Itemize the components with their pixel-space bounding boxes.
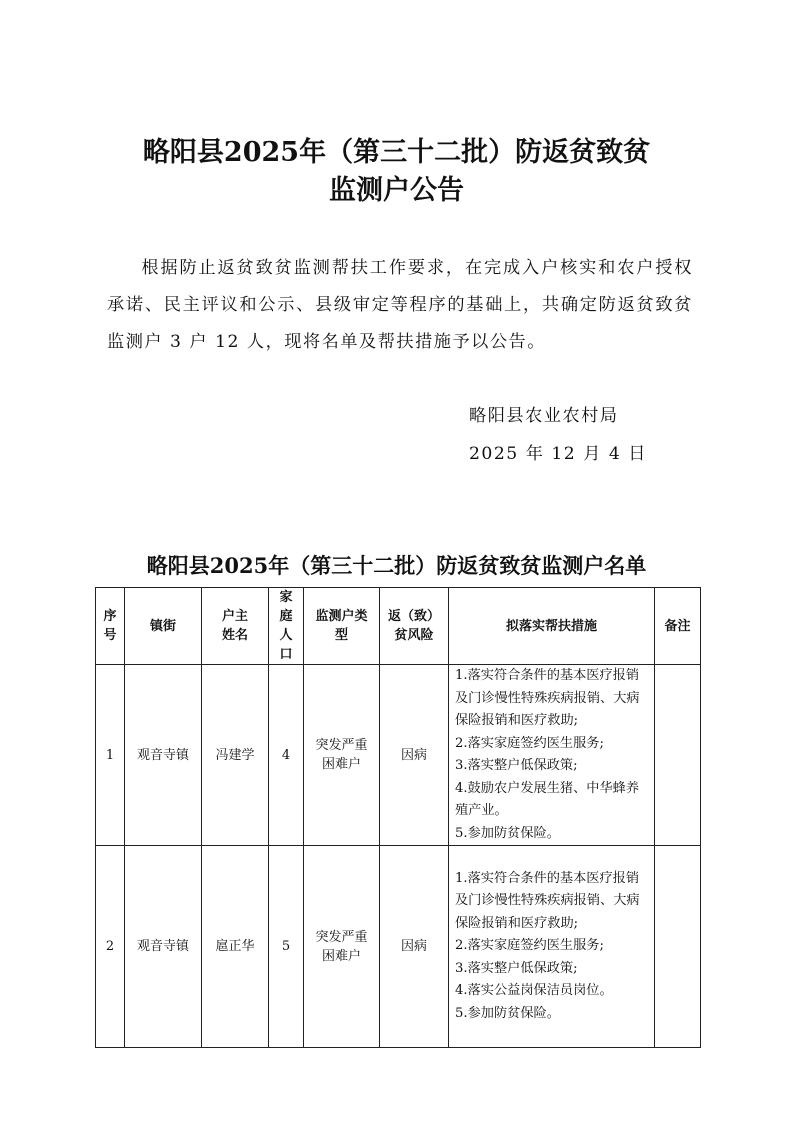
header-type (304, 588, 380, 665)
cell-seq: 1 (96, 665, 125, 846)
header-risk-text: 返（致）贫风险 (388, 609, 441, 643)
cell-measures (449, 846, 655, 1048)
measure-item: 3.落实整户低保政策; (455, 758, 578, 773)
cell-head: 扈正华 (202, 846, 269, 1048)
header-members (269, 588, 304, 665)
cell-remarks (655, 665, 701, 846)
measure-item: 2.落实家庭签约医生服务; (455, 735, 604, 751)
header-seq (96, 588, 125, 665)
measure-item: 3.落实整户低保政策; (455, 960, 578, 976)
cell-type (304, 846, 380, 1048)
cell-risk: 因病 (380, 665, 449, 846)
measure-item: 4.落实公益岗保洁员岗位。 (455, 983, 613, 999)
table-row (96, 846, 701, 1048)
header-measures: 拟落实帮扶措施 (449, 588, 655, 665)
cell-risk: 因病 (380, 846, 449, 1048)
measure-item: 4.鼓励农户发展生猪、中华蜂养殖产业。 (455, 780, 640, 818)
cell-members: 5 (269, 846, 304, 1048)
measure-item: 1.落实符合条件的基本医疗报销及门诊慢性特殊疾病报销、大病保险报销和医疗救助; (455, 668, 640, 728)
signature-date: 2025 年 12 月 4 日 (469, 444, 647, 464)
cell-type-text: 突发严重困难户 (315, 929, 368, 964)
cell-members: 4 (269, 665, 304, 846)
cell-measures (449, 665, 655, 846)
cell-town: 观音寺镇 (125, 846, 202, 1048)
header-seq-text: 序号 (103, 609, 117, 643)
cell-town: 观音寺镇 (125, 665, 202, 846)
header-head-text: 户主姓名 (222, 609, 249, 643)
measure-item: 2.落实家庭签约医生服务; (455, 938, 604, 954)
header-type-text: 监测户类型 (315, 609, 368, 643)
measure-item: 5.参加防贫保险。 (455, 825, 560, 841)
header-members-text: 家庭人口 (279, 590, 293, 662)
measure-item: 5.参加防贫保险。 (455, 1005, 560, 1021)
header-head (202, 588, 269, 665)
cell-type-text: 突发严重困难户 (315, 738, 368, 772)
table-header-row (96, 588, 701, 665)
measure-item: 1.落实符合条件的基本医疗报销及门诊慢性特殊疾病报销、大病保险报销和医疗救助; (455, 870, 640, 931)
notice-body: 根据防止返贫致贫监测帮扶工作要求，在完成入户核实和农户授权承诺、民主评议和公示、县级审定等程序的基础上，共确定防返贫致贫监测户 3 户 12 人，现将名单及帮扶措施予以公告。 (107, 258, 693, 352)
notice-title-line-2: 监测户公告 (329, 175, 464, 206)
cell-type (304, 665, 380, 846)
header-remarks: 备注 (655, 588, 701, 665)
notice-title-line-1: 略阳县2025年（第三十二批）防返贫致贫 (142, 137, 651, 168)
cell-seq: 2 (96, 846, 125, 1048)
header-risk (380, 588, 449, 665)
header-town: 镇街 (125, 588, 202, 665)
table-row (96, 665, 701, 846)
cell-remarks (655, 846, 701, 1048)
monitoring-household-table (95, 587, 701, 1048)
signature-org: 略阳县农业农村局 (469, 406, 619, 426)
cell-head: 冯建学 (202, 665, 269, 846)
table-title: 略阳县2025年（第三十二批）防返贫致贫监测户名单 (146, 553, 647, 578)
